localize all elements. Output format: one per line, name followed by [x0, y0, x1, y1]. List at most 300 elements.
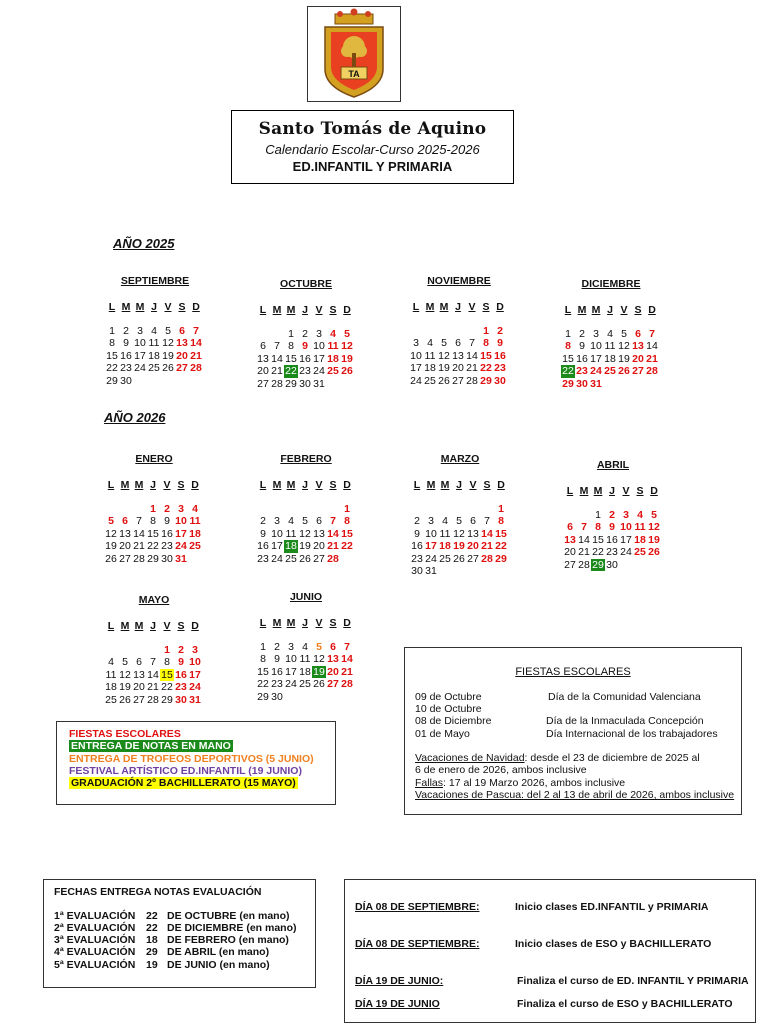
weekday-label: M — [286, 479, 296, 491]
day-cell: 5 — [122, 656, 128, 669]
day-cell: 27 — [119, 552, 131, 565]
day-cell: 19 — [453, 540, 465, 553]
day-cell: 4 — [442, 515, 448, 528]
day-cell: 14 — [190, 337, 202, 350]
day-cell: 10 — [189, 656, 201, 669]
day-cell: 17 — [313, 352, 325, 365]
day-cell: 27 — [564, 558, 576, 571]
day-cell: 15 — [562, 352, 574, 365]
day-cell: 23 — [494, 362, 506, 375]
day-cell: 3 — [413, 337, 419, 350]
day-cell: 23 — [257, 552, 269, 565]
day-cell: 15 — [480, 349, 492, 362]
month-name: MARZO — [440, 453, 480, 465]
empty-cell — [312, 503, 326, 515]
day-cell: 29 — [257, 690, 269, 703]
empty-cell — [423, 325, 437, 337]
day-cell: 15 — [495, 527, 507, 540]
day-cell: 13 — [257, 352, 269, 365]
day-cell: 29 — [161, 693, 173, 706]
day-cell: 31 — [189, 693, 201, 706]
day-cell: 2 — [123, 325, 129, 337]
month-septiembre — [105, 275, 233, 387]
weekday-label: M — [272, 304, 282, 316]
day-cell: 30 — [576, 377, 588, 390]
empty-cell — [409, 325, 423, 337]
weekday-label: D — [343, 617, 351, 629]
day-cell: 19 — [299, 540, 311, 553]
day-cell: 20 — [257, 365, 269, 378]
day-cell: 5 — [302, 515, 308, 528]
day-cell: 9 — [414, 527, 420, 540]
day-cell: 18 — [604, 352, 616, 365]
weekday-header — [563, 485, 691, 501]
day-cell: 22 — [495, 540, 507, 553]
weekday-label: M — [120, 620, 130, 632]
day-grid — [561, 328, 689, 390]
day-cell: 29 — [147, 552, 159, 565]
title-box — [231, 110, 514, 184]
day-cell: 13 — [176, 337, 188, 350]
day-cell: 4 — [427, 337, 433, 350]
empty-cell — [104, 644, 118, 656]
day-cell: 3 — [288, 641, 294, 653]
day-cell: 11 — [189, 515, 201, 528]
nota-row: 5ª EVALUACIÓN 19 DE JUNIO (en mano) — [54, 959, 270, 971]
day-cell: 12 — [438, 349, 450, 362]
day-cell: 28 — [271, 377, 283, 390]
day-grid — [256, 328, 384, 390]
empty-cell — [326, 503, 340, 515]
weekday-label: D — [343, 479, 351, 491]
day-cell: 4 — [288, 515, 294, 528]
empty-cell — [146, 644, 160, 656]
day-cell: 10 — [175, 515, 187, 528]
day-cell: 13 — [133, 668, 145, 681]
empty-cell — [563, 509, 577, 521]
weekday-label: M — [286, 304, 296, 316]
fiesta-desc: Día Internacional de los trabajadores — [546, 728, 718, 740]
weekday-label: L — [259, 617, 267, 629]
day-cell: 22 — [592, 546, 604, 559]
weekday-label: M — [579, 485, 589, 497]
day-cell: 8 — [595, 521, 601, 534]
day-cell: 25 — [285, 552, 297, 565]
day-cell: 1 — [344, 503, 350, 515]
day-cell: 26 — [341, 365, 353, 378]
day-cell: 24 — [134, 362, 146, 375]
day-cell: 3 — [593, 328, 599, 340]
weekday-label: D — [192, 301, 200, 313]
empty-cell — [270, 503, 284, 515]
fiesta-desc: Día de la Inmaculada Concepción — [546, 715, 704, 727]
day-cell: 11 — [148, 337, 160, 350]
day-cell: 26 — [313, 678, 325, 691]
day-cell: 24 — [620, 546, 632, 559]
day-cell: 29 — [562, 377, 574, 390]
day-cell: 22 — [480, 362, 492, 375]
day-cell: 28 — [578, 558, 590, 571]
weekday-label: D — [191, 479, 199, 491]
weekday-label: J — [302, 479, 308, 491]
day-cell: 20 — [313, 540, 325, 553]
weekday-label: J — [607, 304, 613, 316]
weekday-label: V — [315, 617, 323, 629]
day-cell: 24 — [425, 552, 437, 565]
weekday-label: S — [177, 479, 185, 491]
day-cell: 28 — [133, 552, 145, 565]
weekday-label: S — [329, 304, 337, 316]
day-cell: 12 — [313, 653, 325, 666]
day-cell: 21 — [341, 665, 353, 678]
day-cell: 23 — [606, 546, 618, 559]
weekday-label: J — [150, 620, 156, 632]
day-cell: 17 — [134, 349, 146, 362]
day-cell: 14 — [646, 340, 658, 353]
day-cell: 4 — [108, 656, 114, 669]
day-cell: 5 — [108, 515, 114, 528]
day-cell: 21 — [466, 362, 478, 375]
weekday-label: M — [135, 301, 145, 313]
day-cell: 28 — [327, 552, 339, 565]
month-marzo — [410, 453, 538, 577]
vacaciones-fallas: Fallas: 17 al 19 Marzo 2026, ambos inclusive — [415, 777, 626, 789]
day-cell: 20 — [327, 665, 339, 678]
empty-cell — [424, 503, 438, 515]
day-cell: 7 — [649, 328, 655, 340]
weekday-label: M — [577, 304, 587, 316]
month-mayo — [104, 594, 232, 706]
day-cell: 11 — [299, 653, 311, 666]
weekday-header — [409, 301, 537, 317]
day-cell: 9 — [178, 656, 184, 669]
month-noviembre — [409, 275, 537, 387]
day-cell: 16 — [271, 665, 283, 678]
day-cell: 4 — [330, 328, 336, 340]
day-cell: 1 — [483, 325, 489, 337]
day-cell: 25 — [439, 552, 451, 565]
weekday-label: D — [497, 479, 505, 491]
day-cell: 13 — [632, 340, 644, 353]
day-cell: 25 — [189, 540, 201, 553]
legend-fiestas: FIESTAS ESCOLARES — [69, 728, 181, 740]
day-cell: 24 — [590, 365, 602, 378]
weekday-label: L — [566, 485, 574, 497]
day-cell: 16 — [411, 540, 423, 553]
day-cell: 30 — [411, 564, 423, 577]
day-cell: 31 — [590, 377, 602, 390]
day-cell: 17 — [189, 668, 201, 681]
day-cell: 4 — [637, 509, 643, 521]
fiestas-title: FIESTAS ESCOLARES — [515, 666, 631, 678]
weekday-label: J — [302, 304, 308, 316]
day-cell: 5 — [441, 337, 447, 350]
month-name: ABRIL — [596, 459, 630, 471]
day-cell: 15 — [341, 527, 353, 540]
day-cell: 29 — [495, 552, 507, 565]
day-cell: 22 — [285, 365, 297, 378]
weekday-label: S — [482, 301, 490, 313]
day-cell: 16 — [299, 352, 311, 365]
legend-box — [56, 721, 336, 805]
day-cell: 11 — [105, 668, 117, 681]
day-cell: 16 — [576, 352, 588, 365]
day-cell: 17 — [175, 527, 187, 540]
weekday-label: V — [163, 479, 171, 491]
day-cell: 16 — [606, 533, 618, 546]
month-octubre — [256, 278, 384, 390]
day-cell: 19 — [105, 540, 117, 553]
day-cell: 5 — [165, 325, 171, 337]
day-cell: 27 — [327, 678, 339, 691]
day-cell: 16 — [494, 349, 506, 362]
day-cell: 8 — [483, 337, 489, 350]
day-cell: 6 — [455, 337, 461, 350]
day-cell: 25 — [424, 374, 436, 387]
day-cell: 22 — [562, 365, 574, 378]
day-cell: 22 — [161, 681, 173, 694]
day-cell: 6 — [122, 515, 128, 528]
fiesta-date: 10 de Octubre — [415, 703, 482, 715]
weekday-label: D — [650, 485, 658, 497]
day-cell: 26 — [618, 365, 630, 378]
weekday-label: M — [286, 617, 296, 629]
day-cell: 28 — [190, 362, 202, 375]
month-name: DICIEMBRE — [581, 278, 641, 290]
fiesta-date: 09 de Octubre — [415, 691, 482, 703]
day-cell: 13 — [119, 527, 131, 540]
day-cell: 1 — [595, 509, 601, 521]
day-cell: 1 — [288, 328, 294, 340]
day-cell: 27 — [133, 693, 145, 706]
day-cell: 15 — [161, 668, 173, 681]
day-grid — [409, 325, 537, 387]
day-cell: 17 — [620, 533, 632, 546]
day-cell: 6 — [567, 521, 573, 534]
day-cell: 22 — [257, 678, 269, 691]
day-cell: 28 — [466, 374, 478, 387]
day-cell: 19 — [618, 352, 630, 365]
day-cell: 27 — [452, 374, 464, 387]
day-cell: 28 — [481, 552, 493, 565]
day-cell: 18 — [189, 527, 201, 540]
weekday-label: M — [439, 301, 449, 313]
day-cell: 8 — [288, 340, 294, 353]
day-cell: 11 — [285, 527, 297, 540]
day-cell: 3 — [316, 328, 322, 340]
notas-box — [43, 879, 316, 988]
day-cell: 30 — [606, 558, 618, 571]
day-grid — [104, 644, 232, 706]
day-cell: 18 — [634, 533, 646, 546]
day-cell: 22 — [106, 362, 118, 375]
weekday-label: M — [134, 620, 144, 632]
day-cell: 1 — [164, 644, 170, 656]
month-junio — [256, 591, 384, 703]
day-cell: 26 — [105, 552, 117, 565]
day-cell: 3 — [623, 509, 629, 521]
day-cell: 9 — [123, 337, 129, 350]
year-label-2026: AÑO 2026 — [104, 410, 166, 425]
weekday-label: V — [468, 301, 476, 313]
day-cell: 23 — [175, 681, 187, 694]
day-cell: 9 — [609, 521, 615, 534]
weekday-label: L — [107, 479, 115, 491]
weekday-label: D — [343, 304, 351, 316]
day-cell: 24 — [285, 678, 297, 691]
day-cell: 12 — [618, 340, 630, 353]
day-cell: 7 — [484, 515, 490, 528]
day-cell: 19 — [438, 362, 450, 375]
day-cell: 18 — [105, 681, 117, 694]
day-cell: 20 — [133, 681, 145, 694]
day-cell: 6 — [316, 515, 322, 528]
day-cell: 10 — [425, 527, 437, 540]
day-cell: 25 — [604, 365, 616, 378]
year-label-2025: AÑO 2025 — [113, 236, 175, 251]
weekday-label: V — [315, 304, 323, 316]
weekday-label: J — [455, 301, 461, 313]
empty-cell — [437, 325, 451, 337]
day-cell: 14 — [341, 653, 353, 666]
weekday-label: M — [425, 301, 435, 313]
day-cell: 7 — [581, 521, 587, 534]
empty-cell — [451, 325, 465, 337]
day-cell: 16 — [161, 527, 173, 540]
day-cell: 11 — [634, 521, 646, 534]
day-cell: 1 — [260, 641, 266, 653]
day-cell: 14 — [327, 527, 339, 540]
day-cell: 21 — [147, 681, 159, 694]
day-cell: 6 — [330, 641, 336, 653]
weekday-label: M — [121, 301, 131, 313]
day-cell: 1 — [109, 325, 115, 337]
empty-cell — [118, 503, 132, 515]
day-cell: 15 — [257, 665, 269, 678]
day-cell: 14 — [466, 349, 478, 362]
day-cell: 8 — [260, 653, 266, 666]
weekday-label: S — [483, 479, 491, 491]
day-cell: 1 — [150, 503, 156, 515]
day-cell: 8 — [565, 340, 571, 353]
day-cell: 4 — [151, 325, 157, 337]
day-cell: 27 — [313, 552, 325, 565]
day-cell: 27 — [467, 552, 479, 565]
empty-cell — [104, 503, 118, 515]
day-grid — [256, 503, 384, 565]
day-cell: 27 — [257, 377, 269, 390]
empty-cell — [452, 503, 466, 515]
weekday-label: S — [329, 479, 337, 491]
weekday-header — [256, 304, 384, 320]
day-cell: 25 — [105, 693, 117, 706]
month-name: NOVIEMBRE — [427, 275, 491, 287]
day-cell: 26 — [119, 693, 131, 706]
empty-cell — [410, 503, 424, 515]
fiesta-desc: Día de la Comunidad Valenciana — [548, 691, 701, 703]
day-cell: 3 — [137, 325, 143, 337]
weekday-label: D — [191, 620, 199, 632]
nota-row: 4ª EVALUACIÓN 29 DE ABRIL (en mano) — [54, 946, 270, 958]
weekday-header — [561, 304, 689, 320]
day-cell: 15 — [147, 527, 159, 540]
day-cell: 18 — [148, 349, 160, 362]
weekday-label: V — [469, 479, 477, 491]
day-cell: 18 — [327, 352, 339, 365]
empty-cell — [298, 503, 312, 515]
month-name: MAYO — [138, 594, 170, 606]
day-cell: 23 — [411, 552, 423, 565]
legend-festival: FESTIVAL ARTÍSTICO ED.INFANTIL (19 JUNIO) — [69, 765, 302, 777]
weekday-header — [105, 301, 233, 317]
weekday-label: S — [634, 304, 642, 316]
day-cell: 28 — [147, 693, 159, 706]
nota-row: 1ª EVALUACIÓN 22 DE OCTUBRE (en mano) — [54, 910, 290, 922]
day-cell: 9 — [579, 340, 585, 353]
weekday-label: V — [622, 485, 630, 497]
day-cell: 18 — [439, 540, 451, 553]
day-cell: 21 — [646, 352, 658, 365]
empty-cell — [465, 325, 479, 337]
day-cell: 23 — [161, 540, 173, 553]
day-cell: 18 — [424, 362, 436, 375]
day-cell: 12 — [341, 340, 353, 353]
month-name: ENERO — [135, 453, 173, 465]
empty-cell — [118, 644, 132, 656]
day-cell: 26 — [162, 362, 174, 375]
day-cell: 2 — [164, 503, 170, 515]
empty-cell — [256, 328, 270, 340]
day-cell: 2 — [579, 328, 585, 340]
month-name: FEBRERO — [280, 453, 332, 465]
day-cell: 20 — [176, 349, 188, 362]
month-enero — [104, 453, 232, 565]
day-cell: 24 — [175, 540, 187, 553]
weekday-label: L — [412, 301, 420, 313]
day-cell: 16 — [175, 668, 187, 681]
day-cell: 20 — [452, 362, 464, 375]
weekday-label: S — [178, 301, 186, 313]
day-cell: 2 — [497, 325, 503, 337]
day-cell: 11 — [424, 349, 436, 362]
weekday-label: V — [164, 301, 172, 313]
day-cell: 11 — [439, 527, 451, 540]
day-cell: 28 — [646, 365, 658, 378]
day-cell: 19 — [162, 349, 174, 362]
day-cell: 10 — [410, 349, 422, 362]
day-cell: 4 — [192, 503, 198, 515]
day-cell: 11 — [604, 340, 616, 353]
day-cell: 15 — [592, 533, 604, 546]
day-cell: 26 — [453, 552, 465, 565]
day-cell: 7 — [136, 515, 142, 528]
day-cell: 21 — [327, 540, 339, 553]
day-cell: 16 — [257, 540, 269, 553]
weekday-header — [256, 479, 384, 495]
day-cell: 5 — [621, 328, 627, 340]
fiesta-date: 01 de Mayo — [415, 728, 470, 740]
day-cell: 5 — [316, 641, 322, 653]
weekday-header — [410, 479, 538, 495]
key-dates-box: DÍA 08 DE SEPTIEMBRE: Inicio clases ED.INFANTIL y PRIMARIA DÍA 08 DE SEPTIEMBRE: Inicio clases de ESO y BACHILLERATO DÍA 19 DE JUNIO: Finaliza el curso de ED. INFANTIL Y PRIMARIA DÍA 19 DE JUNIO Finaliza el curso de ESO y BACHILLERATO — [344, 879, 756, 1023]
day-cell: 13 — [564, 533, 576, 546]
weekday-label: M — [134, 479, 144, 491]
day-cell: 6 — [179, 325, 185, 337]
day-cell: 25 — [634, 546, 646, 559]
legend-trofeos: ENTREGA DE TROFEOS DEPORTIVOS (5 JUNIO) — [69, 753, 314, 765]
day-cell: 7 — [330, 515, 336, 528]
day-cell: 27 — [176, 362, 188, 375]
